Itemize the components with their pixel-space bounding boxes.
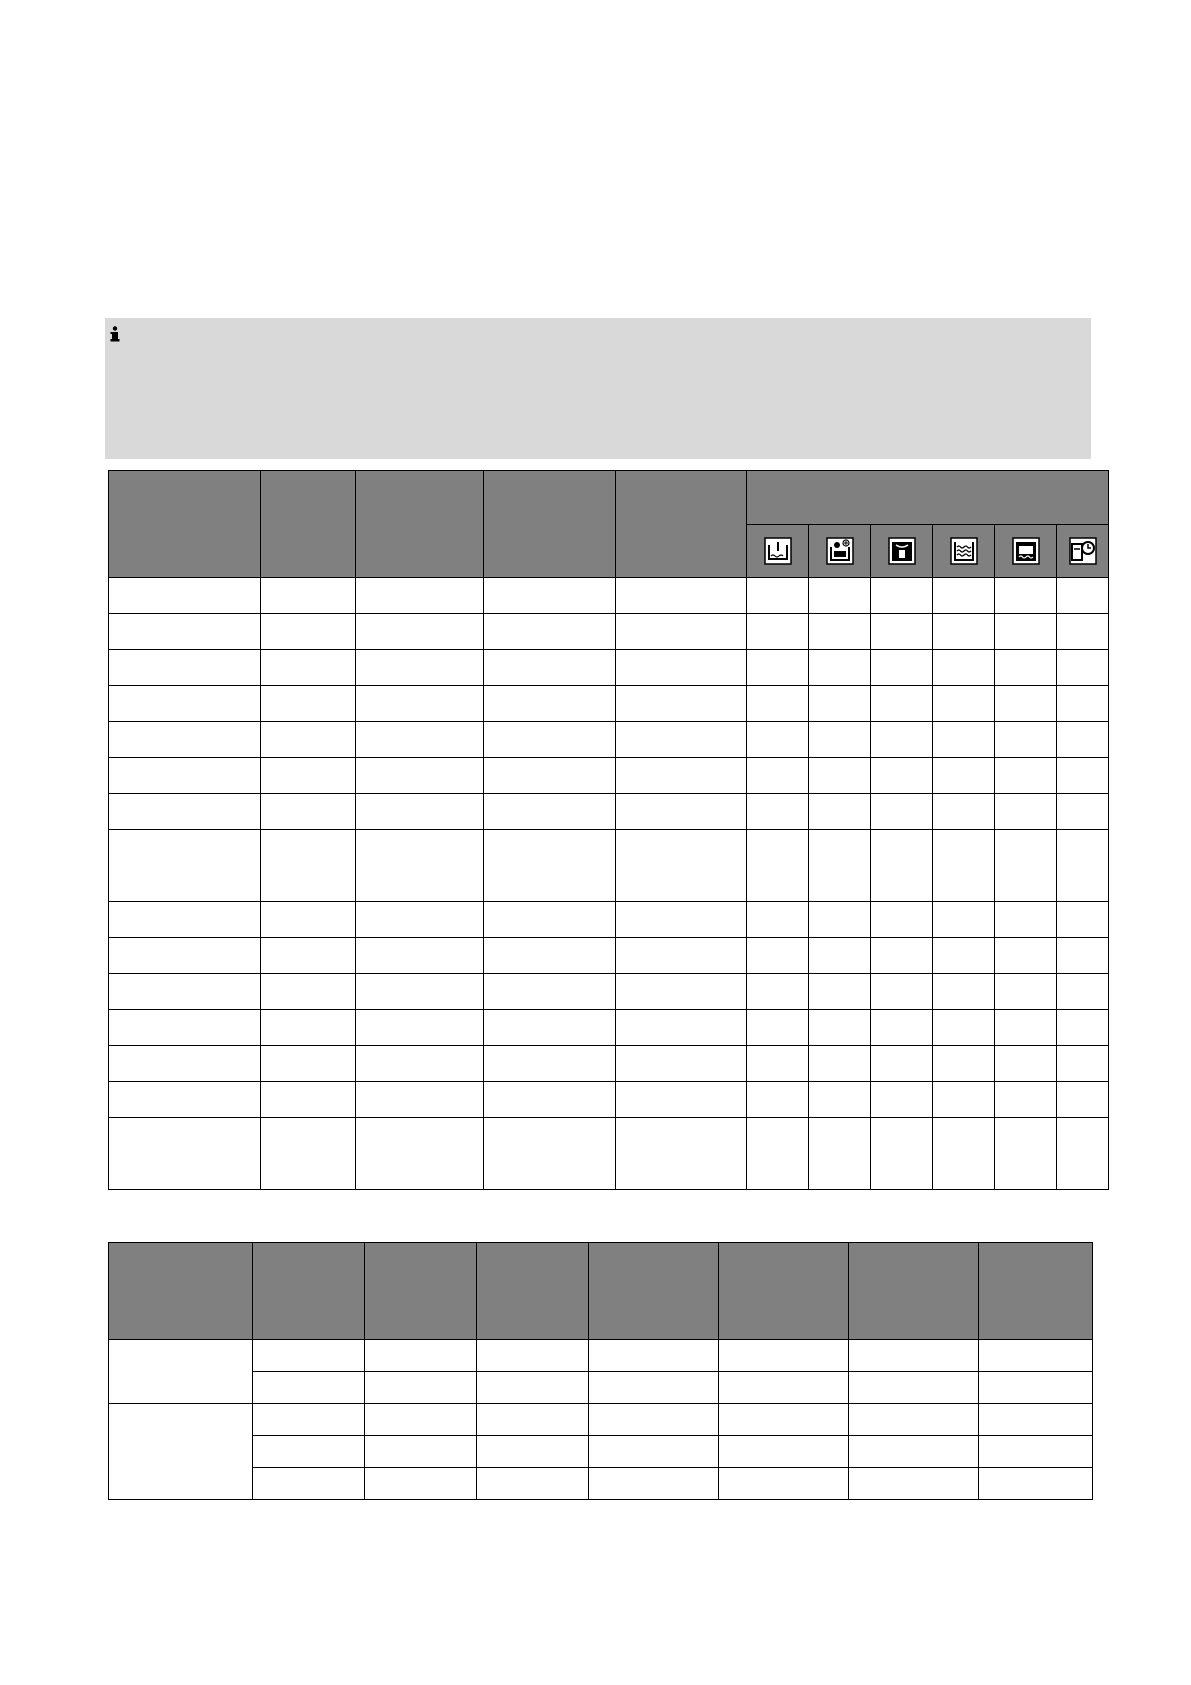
table-cell: [747, 830, 809, 902]
table-cell: [871, 578, 933, 614]
table-cell: [871, 614, 933, 650]
table-cell: [616, 1010, 747, 1046]
table-cell: [477, 1436, 589, 1468]
table-cell: [871, 794, 933, 830]
table-cell: [616, 1082, 747, 1118]
table-row: [109, 1404, 1093, 1436]
table-cell: [484, 1082, 616, 1118]
table-cell: [356, 614, 484, 650]
col-header-options: [747, 471, 1109, 525]
table-cell: [809, 794, 871, 830]
table-cell: [356, 578, 484, 614]
table-row: [109, 1010, 1109, 1046]
table-cell: [589, 1372, 719, 1404]
table-cell: [261, 1082, 356, 1118]
table-cell: [995, 974, 1057, 1010]
table-cell: [365, 1436, 477, 1468]
table-cell: [1057, 974, 1109, 1010]
table-cell: [1057, 650, 1109, 686]
table-cell: [616, 650, 747, 686]
table-cell: [1057, 1082, 1109, 1118]
table-cell: [109, 650, 261, 686]
table-cell: [484, 686, 616, 722]
table-cell: [995, 1010, 1057, 1046]
table-cell: [109, 1010, 261, 1046]
table-cell: [849, 1468, 979, 1500]
table-cell: [809, 1046, 871, 1082]
table-cell: [871, 1082, 933, 1118]
table-cell: [356, 686, 484, 722]
prewash-icon: [764, 537, 792, 565]
table-cell: [261, 614, 356, 650]
table-cell: [589, 1436, 719, 1468]
table-cell: [995, 830, 1057, 902]
table-cell: [356, 1082, 484, 1118]
table-cell: [356, 650, 484, 686]
table-cell: [616, 794, 747, 830]
table-cell: [1057, 578, 1109, 614]
option-extra-rinse: [933, 525, 995, 578]
table-cell: [849, 1340, 979, 1372]
table-cell: [933, 902, 995, 938]
table-row: [109, 902, 1109, 938]
table-cell: [484, 650, 616, 686]
table-cell: [616, 938, 747, 974]
table-cell: [809, 938, 871, 974]
table-row: [109, 1046, 1109, 1082]
table-row: [109, 1340, 1093, 1372]
table-row: [109, 1436, 1093, 1468]
table-cell: [616, 830, 747, 902]
table-cell: [871, 938, 933, 974]
table-cell: [109, 902, 261, 938]
table-cell: [477, 1468, 589, 1500]
table-cell: [871, 974, 933, 1010]
table-cell: [484, 578, 616, 614]
table-row: [109, 1468, 1093, 1500]
table-cell: [616, 578, 747, 614]
table-cell: [747, 1082, 809, 1118]
table-row: [109, 686, 1109, 722]
table-cell: [719, 1404, 849, 1436]
table-cell: [1057, 902, 1109, 938]
table-cell: [616, 686, 747, 722]
table-cell: [616, 1118, 747, 1190]
col-header-5: [616, 471, 747, 578]
table-row: [109, 974, 1109, 1010]
table-cell: [484, 938, 616, 974]
table-cell: [109, 1118, 261, 1190]
table-cell: [484, 1118, 616, 1190]
stain-extra-icon: [826, 537, 854, 565]
table-cell: [995, 1118, 1057, 1190]
table-cell: [849, 1436, 979, 1468]
table-cell: [589, 1404, 719, 1436]
table-cell: [809, 578, 871, 614]
table-cell: [484, 794, 616, 830]
table-cell: [849, 1372, 979, 1404]
table-cell: [979, 1468, 1093, 1500]
table-row: [109, 614, 1109, 650]
table-cell: [747, 614, 809, 650]
table-cell: [109, 794, 261, 830]
table-cell: [871, 686, 933, 722]
table-cell: [261, 902, 356, 938]
table-cell: [109, 686, 261, 722]
table-cell: [356, 722, 484, 758]
table-cell: [1057, 722, 1109, 758]
table-cell: [747, 578, 809, 614]
table-cell: [261, 578, 356, 614]
table-row: [109, 794, 1109, 830]
table-cell: [109, 1082, 261, 1118]
table-cell: [1057, 758, 1109, 794]
table-cell: [616, 614, 747, 650]
table-cell: [109, 938, 261, 974]
table-cell: [261, 758, 356, 794]
table-cell: [1057, 614, 1109, 650]
table-cell: [933, 722, 995, 758]
table-cell: [979, 1340, 1093, 1372]
table-cell: [261, 974, 356, 1010]
col-header-1: [109, 1243, 253, 1340]
table-cell: [356, 758, 484, 794]
table-cell: [719, 1372, 849, 1404]
consumption-table: [108, 1242, 1093, 1500]
col-header-4: [477, 1243, 589, 1340]
table-cell: [484, 1010, 616, 1046]
table-cell: [484, 974, 616, 1010]
table-cell: [933, 758, 995, 794]
table-cell: [747, 722, 809, 758]
table-cell: [747, 686, 809, 722]
table-cell: [261, 938, 356, 974]
table-cell: [589, 1340, 719, 1372]
table-cell: [933, 614, 995, 650]
table-cell: [871, 1118, 933, 1190]
option-delay-start: [1057, 525, 1109, 578]
table-cell: [616, 902, 747, 938]
table-cell: [933, 1046, 995, 1082]
extra-rinse-icon: [950, 537, 978, 565]
table-cell: [477, 1340, 589, 1372]
table-cell: [995, 614, 1057, 650]
table-row: [109, 1118, 1109, 1190]
table-cell: [719, 1436, 849, 1468]
table-cell: [253, 1404, 365, 1436]
table-cell: [871, 902, 933, 938]
table-cell: [616, 1046, 747, 1082]
table-cell: [253, 1436, 365, 1468]
table-cell: [719, 1340, 849, 1372]
col-header-8: [979, 1243, 1093, 1340]
table-cell: [484, 1046, 616, 1082]
info-box: [105, 318, 1091, 459]
table-cell: [747, 974, 809, 1010]
col-header-6: [719, 1243, 849, 1340]
intensive-icon: [888, 537, 916, 565]
table-cell: [484, 722, 616, 758]
table-cell: [871, 722, 933, 758]
col-header-2: [253, 1243, 365, 1340]
table-cell: [933, 650, 995, 686]
program-table: [108, 470, 1109, 1190]
table-cell: [1057, 794, 1109, 830]
table-cell: [809, 686, 871, 722]
table-cell: [849, 1404, 979, 1436]
col-header-2: [261, 471, 356, 578]
table-cell: [109, 974, 261, 1010]
table-cell: [616, 758, 747, 794]
table-cell: [995, 578, 1057, 614]
table-cell: [365, 1468, 477, 1500]
option-intensive: [871, 525, 933, 578]
table-cell: [365, 1404, 477, 1436]
table-cell: [995, 794, 1057, 830]
table-cell: [484, 758, 616, 794]
table-cell: [261, 722, 356, 758]
table-cell: [809, 614, 871, 650]
table-cell: [1057, 1118, 1109, 1190]
table-cell: [747, 794, 809, 830]
table-cell: [933, 938, 995, 974]
col-header-4: [484, 471, 616, 578]
table-cell: [356, 974, 484, 1010]
table-cell: [477, 1372, 589, 1404]
table-cell: [253, 1468, 365, 1500]
table-cell: [261, 650, 356, 686]
table-cell: [995, 686, 1057, 722]
option-prewash: [747, 525, 809, 578]
table-row: [109, 830, 1109, 902]
col-header-3: [356, 471, 484, 578]
table-cell: [719, 1468, 849, 1500]
table-cell: [871, 650, 933, 686]
table-cell: [995, 650, 1057, 686]
table-cell: [356, 938, 484, 974]
eco-icon: [1012, 537, 1040, 565]
table-cell: [933, 794, 995, 830]
table-cell: [809, 902, 871, 938]
table-row: [109, 1082, 1109, 1118]
table-cell: [109, 722, 261, 758]
table-cell: [979, 1404, 1093, 1436]
table-cell: [1057, 938, 1109, 974]
table-cell: [109, 578, 261, 614]
table-cell: [261, 686, 356, 722]
table-cell: [979, 1436, 1093, 1468]
table-row: [109, 758, 1109, 794]
table-row: [109, 722, 1109, 758]
table-cell: [589, 1468, 719, 1500]
table-cell: [809, 974, 871, 1010]
table-cell: [109, 758, 261, 794]
table-cell: [871, 830, 933, 902]
table-cell: [995, 938, 1057, 974]
table-cell: [747, 758, 809, 794]
table-cell: [995, 1046, 1057, 1082]
table-cell: [356, 1010, 484, 1046]
col-header-7: [849, 1243, 979, 1340]
table-row: [109, 938, 1109, 974]
table-cell: [747, 938, 809, 974]
table-cell: [356, 902, 484, 938]
table-cell: [356, 1118, 484, 1190]
table-cell: [356, 794, 484, 830]
table-cell: [484, 614, 616, 650]
table-cell: [995, 722, 1057, 758]
table-cell: [933, 974, 995, 1010]
table-cell: [809, 830, 871, 902]
table-cell: [109, 614, 261, 650]
table-cell: [933, 578, 995, 614]
table-cell: [933, 686, 995, 722]
table-row: [109, 650, 1109, 686]
table-cell: [1057, 1046, 1109, 1082]
info-icon: [109, 326, 121, 342]
table-cell: [933, 830, 995, 902]
table-row: [109, 578, 1109, 614]
table-cell: [809, 722, 871, 758]
table-cell: [933, 1082, 995, 1118]
table-cell: [1057, 1010, 1109, 1046]
table-cell: [484, 902, 616, 938]
table-cell: [477, 1404, 589, 1436]
table-cell: [356, 830, 484, 902]
table-cell: [1057, 830, 1109, 902]
table-cell: [871, 1010, 933, 1046]
table-cell: [261, 794, 356, 830]
table-cell: [1057, 686, 1109, 722]
col-header-program: [109, 471, 261, 578]
table-cell: [809, 758, 871, 794]
table-cell: [933, 1010, 995, 1046]
table-cell: [995, 902, 1057, 938]
table-cell: [809, 650, 871, 686]
group-cell: [109, 1340, 253, 1404]
table-cell: [809, 1118, 871, 1190]
option-eco: [995, 525, 1057, 578]
table-cell: [747, 1118, 809, 1190]
table-cell: [365, 1340, 477, 1372]
table-cell: [261, 830, 356, 902]
table-cell: [933, 1118, 995, 1190]
table-cell: [747, 902, 809, 938]
table-cell: [995, 1082, 1057, 1118]
table-cell: [809, 1082, 871, 1118]
table-cell: [356, 1046, 484, 1082]
table-row: [109, 1372, 1093, 1404]
option-stain-extra: [809, 525, 871, 578]
table-cell: [871, 1046, 933, 1082]
group-cell: [109, 1404, 253, 1500]
table-cell: [261, 1010, 356, 1046]
table-cell: [616, 974, 747, 1010]
table-cell: [616, 722, 747, 758]
table-cell: [261, 1046, 356, 1082]
table-cell: [747, 650, 809, 686]
table-cell: [109, 1046, 261, 1082]
table-cell: [253, 1340, 365, 1372]
table-cell: [261, 1118, 356, 1190]
table-cell: [484, 830, 616, 902]
table-cell: [995, 758, 1057, 794]
table-cell: [253, 1372, 365, 1404]
table-cell: [747, 1010, 809, 1046]
table-cell: [871, 758, 933, 794]
table-cell: [365, 1372, 477, 1404]
col-header-3: [365, 1243, 477, 1340]
col-header-5: [589, 1243, 719, 1340]
delay-start-icon: [1069, 537, 1097, 565]
table-cell: [747, 1046, 809, 1082]
table-cell: [109, 830, 261, 902]
table-cell: [809, 1010, 871, 1046]
table-cell: [979, 1372, 1093, 1404]
